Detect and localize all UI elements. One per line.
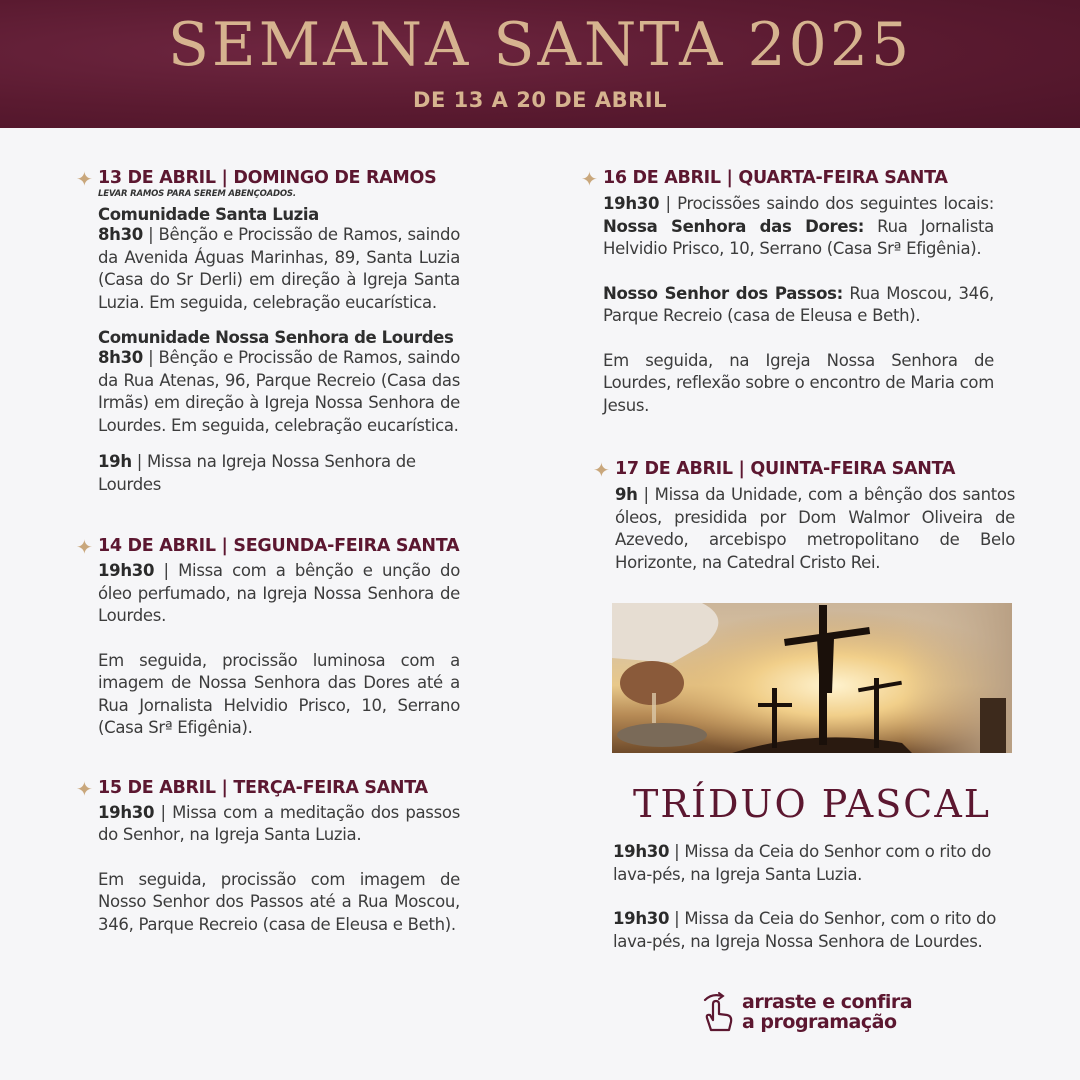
event-text [98, 802, 460, 847]
day-section-14 [76, 535, 460, 740]
place-title: Nosso Senhor dos Passos: [603, 283, 843, 303]
event-description: | Bênção e Procissão de Ramos, saindo da Rua Atenas, 96, Parque Recreio (Casa das Irmãs) em direção à Igreja Nossa Senhora de Lourdes. Em seguida, celebração eucarística. [98, 348, 460, 435]
day-heading [76, 167, 460, 191]
crucifixion-image [612, 603, 1012, 753]
day-note: LEVAR RAMOS PARA SEREM ABENÇOADOS. [98, 189, 296, 199]
place-address: Rua Jornalista Helvidio Prisco, 10, Serrano (Casa Srª Efigênia). [603, 216, 994, 258]
event-text: Em seguida, na Igreja Nossa Senhora de Lourdes, reflexão sobre o encontro de Maria com Jesus. [603, 350, 994, 415]
swipe-text-line-1: arraste e confira [742, 991, 913, 1013]
event-time: 19h [98, 452, 132, 471]
event-time: 19h30 [98, 561, 155, 580]
event-description: | Missa com a meditação dos passos do Senhor, na Igreja Santa Luzia. [98, 802, 460, 844]
day-heading-text: 15 DE ABRIL | TERÇA-FEIRA SANTA [98, 777, 428, 798]
crosses-silhouette-illustration [612, 603, 1012, 753]
event-text [98, 347, 460, 437]
sparkle-star-icon: ✦ [76, 776, 93, 801]
event-description: | Missa com a bênção e unção do óleo perfumado, na Igreja Nossa Senhora de Lourdes. [98, 561, 460, 625]
page-subtitle: DE 13 A 20 DE ABRIL [413, 88, 667, 112]
day-section-17 [593, 458, 1015, 574]
sparkle-star-icon: ✦ [76, 535, 93, 559]
event-description: | Missa da Unidade, com a bênção dos santos óleos, presidida por Dom Walmor Oliveira de Azevedo, arcebispo metropolitano de Belo Horizonte, na Catedral Cristo Rei. [615, 485, 1015, 572]
event-time: 19h30 [613, 842, 670, 861]
triduo-pascal-section [613, 841, 1015, 953]
event-description: | Missa da Ceia do Senhor, com o rito do lava-pés, na Igreja Nossa Senhora de Lourdes. [613, 909, 997, 951]
event-description: | Missa da Ceia do Senhor com o rito do lava-pés, na Igreja Santa Luzia. [613, 842, 992, 884]
event-time: 19h30 [603, 194, 660, 213]
day-heading-text: 16 DE ABRIL | QUARTA-FEIRA SANTA [603, 168, 948, 188]
day-heading-text: 17 DE ABRIL | QUINTA-FEIRA SANTA [615, 459, 956, 479]
event-text [613, 908, 1015, 953]
event-text: Em seguida, procissão com imagem de Nosso Senhor dos Passos até a Rua Moscou, 346, Parque Recreio (casa de Eleusa e Beth). [98, 869, 460, 934]
day-section-15 [76, 776, 460, 937]
schedule-left-column [76, 167, 460, 936]
header-banner [0, 0, 1080, 128]
swipe-text-line-2: a programação [742, 1011, 897, 1033]
event-time: 19h30 [613, 909, 670, 928]
event-time: 19h30 [98, 802, 155, 822]
community-title: Comunidade Nossa Senhora de Lourdes [98, 328, 454, 347]
day-section-16 [581, 167, 994, 417]
day-heading [581, 167, 994, 191]
sparkle-star-icon: ✦ [76, 167, 93, 191]
event-time: 9h [615, 485, 638, 504]
event-text: Em seguida, procissão luminosa com a imagem de Nossa Senhora das Dores até a Rua Jornalista Helvidio Prisco, 10, Serrano (Casa Srª Efigênia). [98, 650, 460, 737]
hand-swipe-icon [702, 992, 736, 1034]
page-title: SEMANA SANTA 2025 [167, 10, 913, 80]
place-title: Nossa Senhora das Dores: [603, 216, 865, 236]
sparkle-star-icon: ✦ [581, 167, 598, 191]
event-text [98, 451, 460, 496]
event-time: 8h30 [98, 348, 143, 367]
swipe-prompt [702, 990, 942, 1038]
day-section-13 [76, 167, 460, 496]
day-heading-text: 14 DE ABRIL | SEGUNDA-FEIRA SANTA [98, 536, 460, 556]
place-address: Rua Moscou, 346, Parque Recreio (casa de Eleusa e Beth). [603, 283, 994, 325]
event-text [603, 283, 994, 328]
event-description: | Bênção e Procissão de Ramos, saindo da Avenida Águas Marinhas, 89, Santa Luzia (Casa do Sr Derli) em direção à Igreja Santa Luzia. Em seguida, celebração eucarística. [98, 225, 460, 312]
event-time: 8h30 [98, 225, 143, 244]
sparkle-star-icon: ✦ [593, 458, 610, 482]
event-text [98, 560, 460, 628]
day-heading [593, 458, 1015, 482]
triduo-pascal-title: TRÍDUO PASCAL [633, 782, 991, 826]
day-heading-text: 13 DE ABRIL | DOMINGO DE RAMOS [98, 168, 437, 188]
day-heading [76, 535, 460, 559]
event-description: | Procissões saindo dos seguintes locais: [659, 194, 994, 213]
event-text [615, 484, 1015, 574]
day-heading [76, 776, 460, 801]
community-title: Comunidade Santa Luzia [98, 205, 319, 224]
event-description: | Missa na Igreja Nossa Senhora de Lourdes [98, 452, 416, 494]
event-text [613, 841, 1015, 886]
event-text [98, 224, 460, 314]
event-text [603, 193, 994, 261]
